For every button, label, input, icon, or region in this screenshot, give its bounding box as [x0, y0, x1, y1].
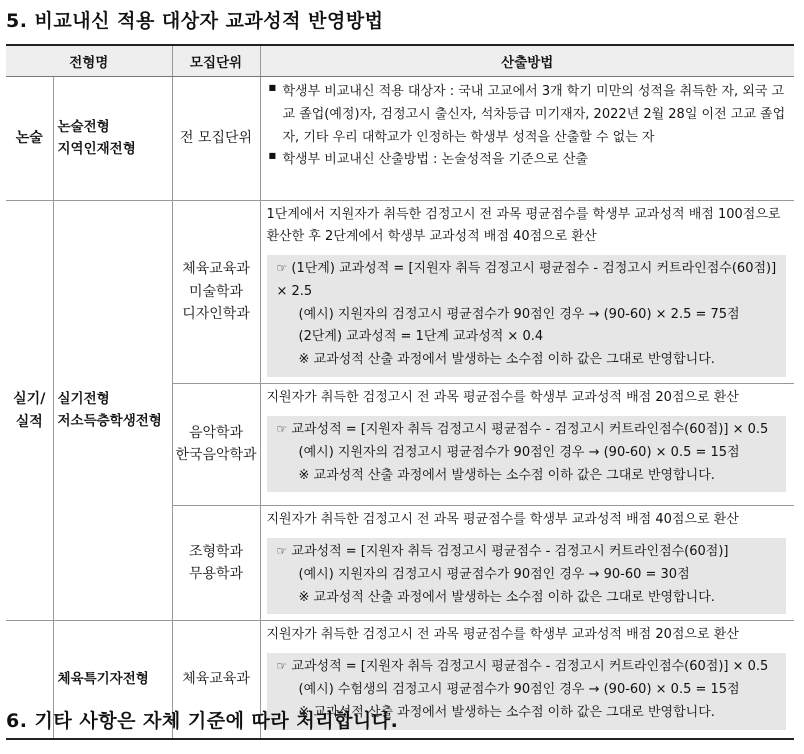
- formula-line: [277, 541, 781, 564]
- table-row: [6, 77, 794, 201]
- pointing-hand-icon: ☞: [276, 422, 288, 437]
- header-unit: 모집단위: [172, 45, 260, 77]
- unit-nonsul: 전 모집단위: [172, 77, 260, 201]
- unit-sculpt: [172, 505, 260, 620]
- method-intro: [267, 204, 787, 248]
- section-6-title: 6. 기타 사항은 자체 기준에 따라 처리합니다.: [6, 710, 399, 732]
- intro-line: 1단계에서 지원자가 취득한 검정고시 전 과목 평균점수를 학생부 교과성적 배점 100점으로: [266, 207, 781, 222]
- formula-line: [277, 656, 781, 679]
- note-line: ※ 교과성적 산출 과정에서 발생하는 소수점 이하 값은 그대로 반영합니다.: [298, 467, 715, 483]
- bullet-item: ■ 학생부 비교내신 적용 대상자 : 국내 고교에서 3개 학기 미만의 성적을 취득한 자, 외국 고교 졸업(예정)자, 검정고시 출신자, 석차등급 미기재자, 2022년 2월 28일 이전 고교 졸업자, 기타 우리 대학교가 인정하는 학생부 성적을 산출할 수 없는 자: [267, 81, 787, 149]
- admission-name: 논술전형: [57, 118, 110, 135]
- example-line: (예시) 지원자의 검정고시 평균점수가 90점인 경우 → (90-60) × 2.5 = 75점: [298, 306, 740, 322]
- note-line: ※ 교과성적 산출 과정에서 발생하는 소수점 이하 값은 그대로 반영합니다.: [298, 704, 715, 720]
- formula-box: [267, 538, 787, 614]
- unit-line: 디자인학과: [182, 306, 250, 323]
- category-nonsul: 논술: [6, 77, 53, 201]
- unit-line: 미술학과: [188, 283, 244, 300]
- unit-music: [172, 383, 260, 505]
- formula-line: [277, 258, 781, 304]
- unit-line: 한국음악학과: [175, 447, 257, 464]
- unit-sports: 체육교육과: [172, 621, 260, 739]
- unit-line: 체육교육과: [182, 261, 250, 278]
- example-line: (예시) 지원자의 검정고시 평균점수가 90점인 경우 → 90-60 = 30점: [298, 566, 690, 582]
- unit-line: 조형학과: [188, 543, 244, 560]
- note-line: ※ 교과성적 산출 과정에서 발생하는 소수점 이하 값은 그대로 반영합니다.: [298, 589, 715, 605]
- bullet-item: ■ 학생부 비교내신 산출방법 : 논술성적을 기준으로 산출: [267, 149, 787, 172]
- admission-name: 저소득층학생전형: [57, 412, 162, 429]
- pointing-hand-icon: ☞: [276, 261, 288, 276]
- method-sculpt: [260, 505, 794, 620]
- section-5-title: 5. 비교내신 적용 대상자 교과성적 반영방법: [6, 10, 384, 32]
- table-header-row: [6, 45, 794, 77]
- admission-sports: 체육특기자전형: [53, 621, 172, 739]
- method-physed: [260, 201, 794, 384]
- note-line: ※ 교과성적 산출 과정에서 발생하는 소수점 이하 값은 그대로 반영합니다.: [298, 352, 715, 368]
- admission-silgi: [53, 201, 172, 621]
- method-intro: 지원자가 취득한 검정고시 전 과목 평균점수를 학생부 교과성적 배점 20점으로 환산: [266, 389, 739, 405]
- table-row: [6, 201, 794, 384]
- formula-text: 교과성적 = [지원자 취득 검정고시 평균점수 - 검정고시 커트라인점수(60점)]: [291, 544, 729, 560]
- category-silgi: [6, 201, 53, 621]
- admission-name: 실기전형: [57, 391, 110, 408]
- method-intro: 지원자가 취득한 검정고시 전 과목 평균점수를 학생부 교과성적 배점 20점으로 환산: [266, 627, 739, 643]
- pointing-hand-icon: ☞: [276, 544, 288, 559]
- category-line: 실기/: [13, 391, 46, 408]
- header-admission: 전형명: [6, 45, 172, 77]
- formula-text: 교과성적 = [지원자 취득 검정고시 평균점수 - 검정고시 커트라인점수(60점)] × 0.5: [291, 659, 769, 675]
- admission-name: 지역인재전형: [57, 140, 136, 157]
- formula-text: (1단계) 교과성적 = [지원자 취득 검정고시 평균점수 - 검정고시 커트라인점수(60점)] × 2.5: [276, 261, 777, 299]
- pointing-hand-icon: ☞: [276, 659, 288, 674]
- admission-nonsul: [53, 77, 172, 201]
- formula-text: 교과성적 = [지원자 취득 검정고시 평균점수 - 검정고시 커트라인점수(60점)] × 0.5: [291, 422, 769, 438]
- header-method: 산출방법: [260, 45, 794, 77]
- unit-line: 무용학과: [188, 566, 244, 583]
- unit-line: 음악학과: [188, 425, 244, 442]
- formula-box: [267, 255, 787, 377]
- category-line: 실적: [15, 413, 43, 430]
- formula-line: [277, 419, 781, 442]
- method-music: [260, 383, 794, 505]
- step2-line: (2단계) 교과성적 = 1단계 교과성적 × 0.4: [298, 329, 544, 345]
- intro-line: 환산한 후 2단계에서 학생부 교과성적 배점 40점으로 환산: [266, 229, 597, 245]
- example-line: (예시) 수험생의 검정고시 평균점수가 90점인 경우 → (90-60) × 0.5 = 15점: [298, 682, 740, 698]
- method-intro: 지원자가 취득한 검정고시 전 과목 평균점수를 학생부 교과성적 배점 40점으로 환산: [266, 511, 739, 527]
- unit-physed: [172, 201, 260, 384]
- grade-method-table: [6, 44, 794, 740]
- formula-box: [267, 416, 787, 492]
- example-line: (예시) 지원자의 검정고시 평균점수가 90점인 경우 → (90-60) × 0.5 = 15점: [298, 444, 740, 460]
- method-nonsul: [260, 77, 794, 201]
